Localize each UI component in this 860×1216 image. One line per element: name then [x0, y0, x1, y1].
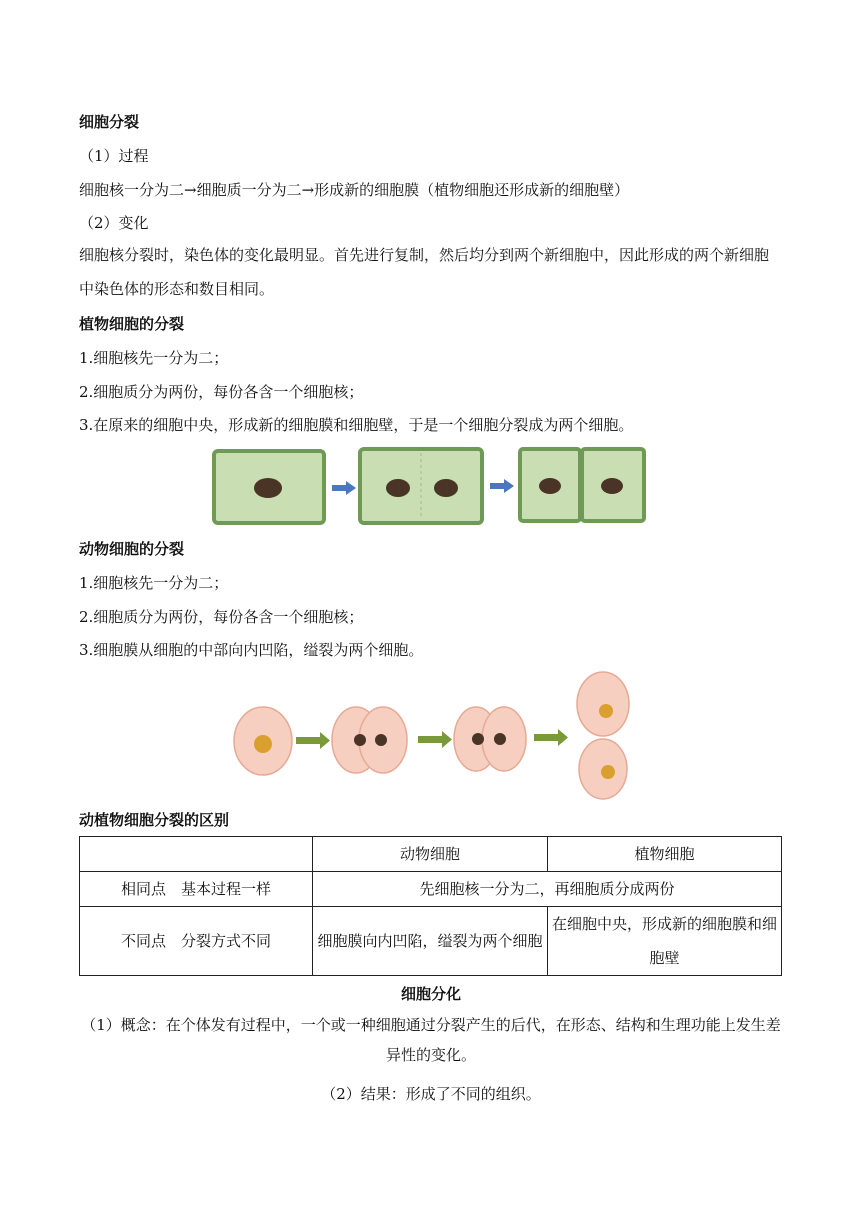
table-cell	[80, 837, 313, 872]
nucleus	[601, 765, 615, 779]
animal-division-figure	[228, 668, 634, 802]
plant-cell-stage-2	[360, 449, 482, 523]
table-row	[80, 872, 782, 907]
animal-cell-stage-1	[234, 707, 292, 775]
table-cell: 植物细胞	[548, 837, 782, 872]
nucleus	[354, 734, 366, 746]
animal-step-3: 3.细胞膜从细胞的中部向内凹陷，缢裂为两个细胞。	[79, 641, 424, 659]
animal-cell-stage-2	[332, 707, 407, 773]
nucleus	[472, 733, 484, 745]
nucleus	[494, 733, 506, 745]
plant-cell-stage-3	[520, 449, 644, 521]
nucleus	[599, 704, 613, 718]
table-cell: 相同点 基本过程一样	[80, 872, 313, 907]
table-cell: 在细胞中央，形成新的细胞膜和细胞壁	[548, 907, 782, 976]
plant-cell-stage-1	[214, 451, 324, 523]
plant-division-figure	[210, 445, 650, 527]
differentiation-title: 细胞分化	[400, 985, 461, 1003]
difference-title: 动植物细胞分裂的区别	[79, 811, 230, 829]
blue-arrow-icon	[332, 481, 356, 495]
green-arrow-icon	[418, 731, 452, 748]
animal-step-1: 1.细胞核先一分为二；	[79, 574, 229, 592]
nucleus	[375, 734, 387, 746]
animal-division-title: 动物细胞的分裂	[79, 540, 185, 558]
change-text: 细胞核分裂时，染色体的变化最明显。首先进行复制，然后均分到两个新细胞中，因此形成的两个新细胞中染色体的形态和数目相同。	[79, 246, 770, 298]
nucleus	[254, 735, 272, 753]
nucleus	[434, 479, 458, 497]
animal-cell-stage-3	[454, 707, 526, 771]
change-heading: （2）变化	[79, 214, 149, 232]
plant-step-3: 3.在原来的细胞中央，形成新的细胞膜和细胞壁，于是一个细胞分裂成为两个细胞。	[79, 416, 634, 434]
plant-division-title: 植物细胞的分裂	[79, 315, 185, 333]
table-cell: 不同点 分裂方式不同	[80, 907, 313, 976]
cell-division-title: 细胞分裂	[79, 113, 140, 131]
green-arrow-icon	[296, 732, 330, 749]
table-row	[80, 837, 782, 872]
table-row	[80, 907, 782, 976]
green-arrow-icon	[534, 729, 568, 746]
comparison-table	[79, 836, 782, 976]
animal-cell-stage-4	[577, 672, 629, 799]
table-cell: 先细胞核一分为二，再细胞质分成两份	[313, 872, 782, 907]
process-text: 细胞核一分为二→细胞质一分为二→形成新的细胞膜（植物细胞还形成新的细胞壁）	[79, 181, 630, 199]
process-heading: （1）过程	[79, 147, 149, 165]
nucleus	[386, 479, 410, 497]
blue-arrow-icon	[490, 479, 514, 493]
table-cell: 细胞膜向内凹陷，缢裂为两个细胞	[313, 907, 548, 976]
animal-step-2: 2.细胞质分为两份，每份各含一个细胞核；	[79, 608, 364, 626]
nucleus	[539, 478, 561, 494]
differentiation-result: （2）结果：形成了不同的组织。	[321, 1085, 541, 1103]
nucleus	[254, 478, 282, 498]
table-cell: 动物细胞	[313, 837, 548, 872]
plant-step-1: 1.细胞核先一分为二；	[79, 349, 229, 367]
nucleus	[601, 478, 623, 494]
plant-step-2: 2.细胞质分为两份，每份各含一个细胞核；	[79, 383, 364, 401]
differentiation-concept: （1）概念：在个体发有过程中，一个或一种细胞通过分裂产生的后代，在形态、结构和生理功能上发生差异性的变化。	[81, 1016, 781, 1064]
